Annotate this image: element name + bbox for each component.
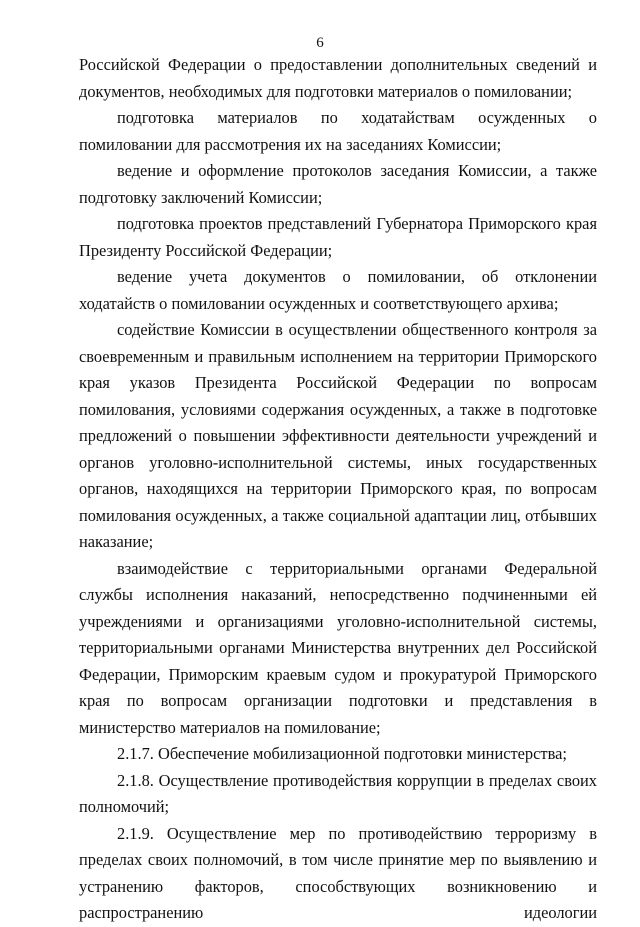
paragraph-item: подготовка материалов по ходатайствам осужденных о помиловании для рассмотрения их на заседаниях Комиссии; — [79, 108, 597, 154]
document-body — [79, 52, 597, 927]
paragraph-item: ведение учета документов о помиловании, об отклонении ходатайств о помиловании осужденных и соответствующего архива; — [79, 267, 597, 313]
clause-2-1-9: 2.1.9. Осуществление мер по противодействию терроризму в пределах своих полномочий, в том числе принятие мер по выявлению и устранению факторов, способствующих возникновению и распространению идеологии — [79, 823, 597, 922]
paragraph-item: взаимодействие с территориальными органами Федеральной службы исполнения наказаний, непосредственно подчиненными ей учреждениями и организациями уголовно-исполнительной системы, территориальными органами Министерства внутренних дел Российской Федерации, Приморским краевым судом и прокуратурой Приморского края по вопросам организации подготовки и представления в министерство материалов на помилование; — [79, 558, 597, 737]
paragraph-item: ведение и оформление протоколов заседания Комиссии, а также подготовку заключений Комиссии; — [79, 161, 597, 207]
clause-2-1-7: 2.1.7. Обеспечение мобилизационной подготовки министерства; — [117, 744, 567, 763]
paragraph-continuation: Российской Федерации о предоставлении дополнительных сведений и документов, необходимых для подготовки материалов о помиловании; — [79, 55, 597, 101]
paragraph-item: содействие Комиссии в осуществлении общественного контроля за своевременным и правильным исполнением на территории Приморского края указов Президента Российской Федерации по вопросам помилования, условиями содержания осужденных, а также в подготовке предложений о повышении эффективности деятельности учреждений и органов уголовно-исполнительной системы, иных государственных органов, находящихся на территории Приморского края, по вопросам помилования осужденных, а также социальной адаптации лиц, отбывших наказание; — [79, 320, 597, 551]
paragraph-item: подготовка проектов представлений Губернатора Приморского края Президенту Российской Федерации; — [79, 214, 597, 260]
clause-2-1-8: 2.1.8. Осуществление противодействия коррупции в пределах своих полномочий; — [79, 770, 597, 816]
page-number: 6 — [316, 35, 324, 51]
